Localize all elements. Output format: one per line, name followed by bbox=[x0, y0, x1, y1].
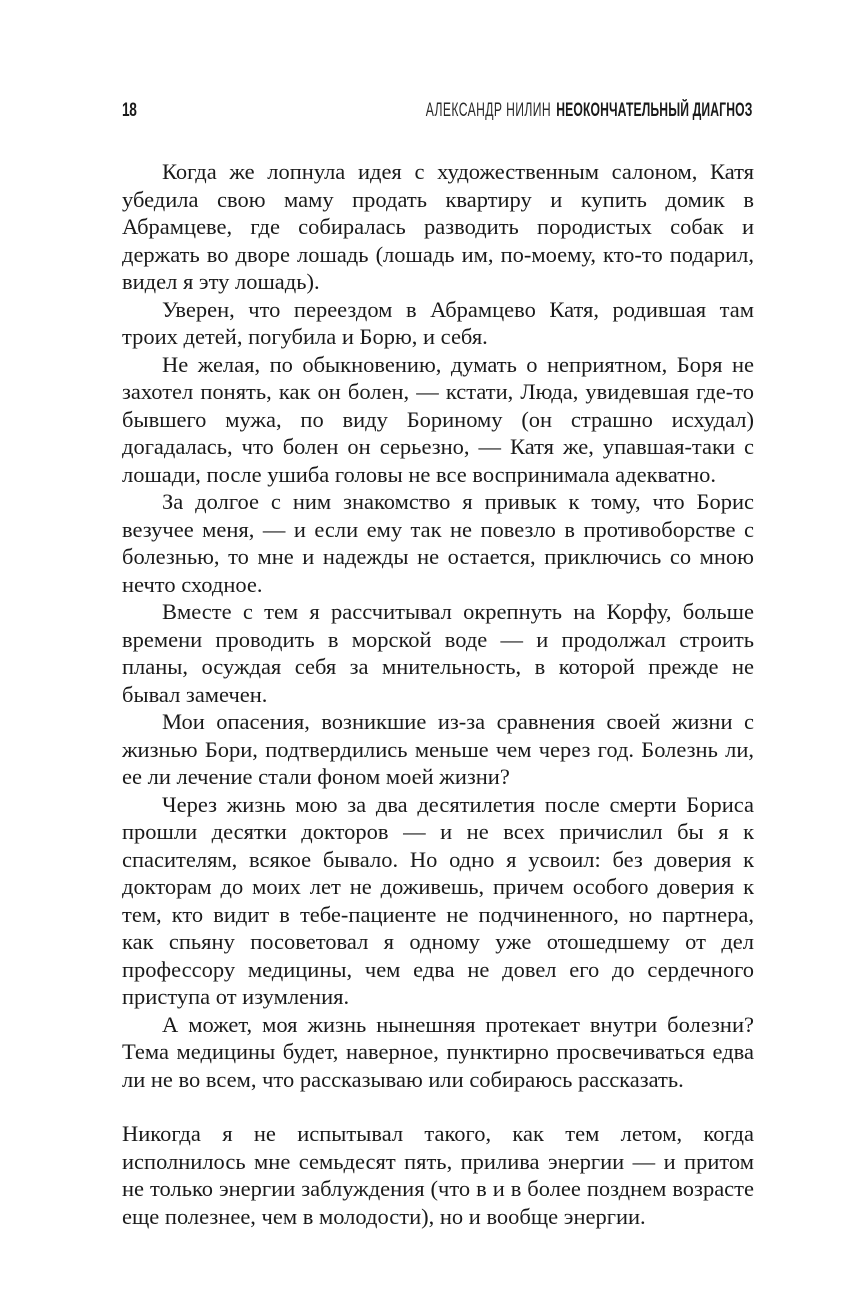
book-title: НЕОКОНЧАТЕЛЬНЫЙ ДИАГНОЗ bbox=[555, 100, 752, 121]
paragraph: Уверен, что переездом в Абрамцево Катя, родившая там троих детей, погубила и Борю, и себя. bbox=[122, 296, 754, 349]
author-name: АЛЕКСАНДР НИЛИН bbox=[425, 100, 551, 121]
running-title bbox=[425, 100, 752, 122]
paragraph: Не желая, по обыкновению, думать о неприятном, Боря не захотел понять, как он болен, — кстати, Люда, увидевшая где-то бывшего мужа, по виду Бориному (он страшно исхудал) догадалась, что болен он серьезно, — Катя же, упавшая-таки с лошади, после ушиба головы не все воспринимала адекватно. bbox=[122, 351, 754, 487]
running-head bbox=[122, 100, 752, 124]
paragraph: Вместе с тем я рассчитывал окрепнуть на Корфу, больше времени проводить в морской воде — и продолжал строить планы, осуждая себя за мнительность, в которой прежде не бывал замечен. bbox=[122, 599, 754, 707]
body-text bbox=[122, 158, 754, 1230]
page-number: 18 bbox=[122, 100, 137, 121]
paragraph: Когда же лопнула идея с художественным салоном, Катя убедила свою маму продать квартиру и купить домик в Абрамцеве, где собиралась разводить породистых собак и держать во дворе лошадь (лошадь им, по-моему, кто-то подарил, видел я эту лошадь). bbox=[122, 159, 754, 294]
paragraph: За долгое с ним знакомство я привык к тому, что Борис везучее меня, — и если ему так не повезло в противоборстве с болезнью, то мне и надежды не остается, приключись со мною нечто сходное. bbox=[122, 489, 754, 597]
paragraph: А может, моя жизнь нынешняя протекает внутри болезни? Тема медицины будет, наверное, пунктирно просвечиваться едва ли не во всем, что рассказываю или собираюсь рассказать. bbox=[122, 1011, 754, 1092]
paragraph-section-start: Никогда я не испытывал такого, как тем летом, когда исполнилось мне семьдесят пять, прилива энергии — и притом не только энергии заблуждения (что в и в более позднем возрасте еще полезнее, чем в молодости), но и вообще энергии. bbox=[122, 1121, 754, 1229]
paragraph: Через жизнь мою за два десятилетия после смерти Бориса прошли десятки докторов — и не всех причислил бы я к спасителям, всякое бывало. Но одно я усвоил: без доверия к докторам до моих лет не доживешь, причем особого доверия к тем, кто видит в тебе-пациенте не подчиненного, но партнера, как спьяну посоветовал я одному уже отошедшему от дел профессору медицины, чем едва не довел его до сердечного приступа от изумления. bbox=[122, 791, 754, 1009]
paragraph: Мои опасения, возникшие из-за сравнения своей жизни с жизнью Бори, подтвердились меньше чем через год. Болезнь ли, ее ли лечение стали фоном моей жизни? bbox=[122, 709, 754, 789]
